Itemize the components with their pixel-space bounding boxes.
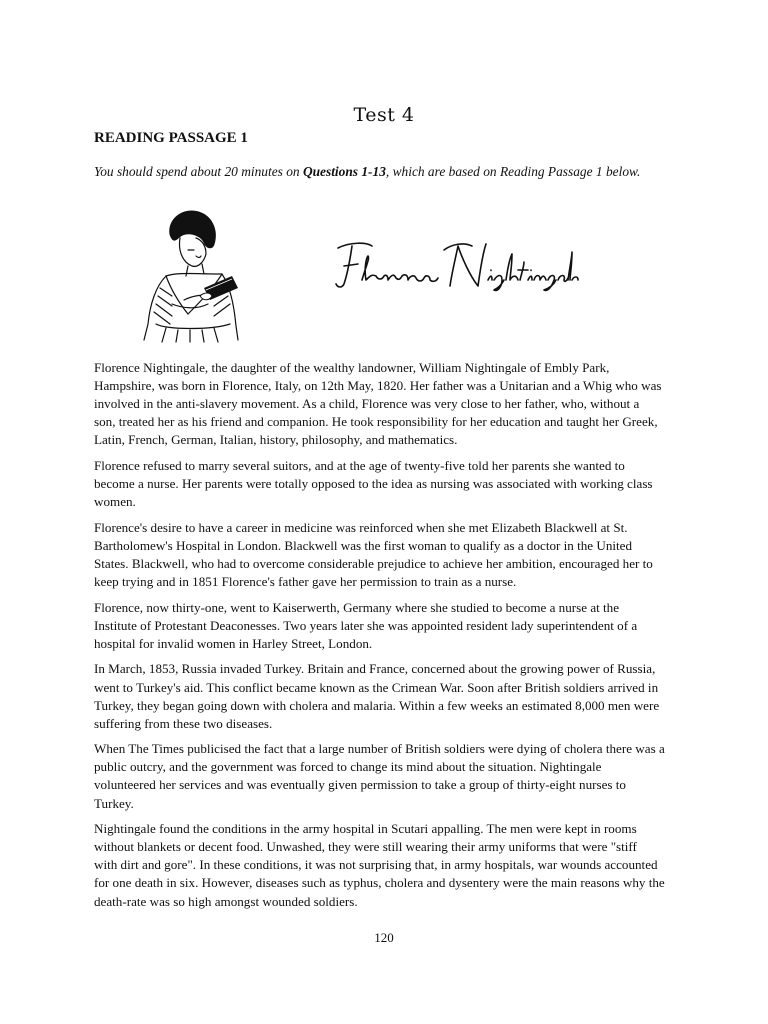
passage-line: Florence refused to marry several suitors, and at the age of twenty-five told her parents she wanted to [94,457,625,473]
passage-line: Florence's desire to have a career in medicine was reinforced when she met Elizabeth Blackwell at St. [94,519,628,535]
passage-line: In March, 1853, Russia invaded Turkey. Britain and France, concerned about the growing power of Russia, [94,661,656,677]
passage-line: public outcry, and the government was forced to change its mind about the situation. Nightingale [94,759,602,775]
passage-line: involved in the anti-slavery movement. As a child, Florence was very close to her father, who, without a [94,396,640,412]
passage-paragraph [94,740,688,812]
passage-line: Florence Nightingale, the daughter of the wealthy landowner, William Nightingale of Embly Park, [94,360,610,375]
instructions-questions: Questions 1-13 [302,164,386,179]
passage-line: hospital for invalid women in Harley Street, London. [94,635,373,651]
passage-paragraph [94,820,688,910]
instructions [94,164,694,180]
passage-line: Florence, now thirty-one, went to Kaiserwerth, Germany where she studied to become a nurse at the [94,599,620,615]
passage-line: volunteered her services and was eventually given permission to take a group of thirty-eight nurses to [94,777,626,793]
passage-paragraph [94,519,688,591]
passage-line: went to Turkey's aid. This conflict became known as the Crimean War. Soon after British soldiers arrived in [94,679,659,695]
passage-line: Hampshire, was born in Florence, Italy, on 12th May, 1820. Her father was a Unitarian and a Whig who was [94,378,662,394]
passage-line: Nightingale found the conditions in the army hospital in Scutari appalling. The men were kept in rooms [94,821,637,837]
instructions-prefix: You should spend about 20 minutes on [94,164,303,179]
reading-passage [94,359,688,918]
passage-paragraph [94,359,688,449]
passage-line: women. [94,494,136,510]
passage-paragraph [94,457,688,511]
passage-line: son, treated her as his friend and companion. He took responsibility for her education and taught her Greek, [94,414,658,430]
passage-line: Bartholomew's Hospital in London. Blackwell was the first woman to qualify as a doctor in the United [94,537,633,553]
passage-line: death-rate was so high amongst wounded soldiers. [94,893,358,909]
passage-line: Institute of Protestant Deaconesses. Two years later she was appointed resident lady superintendent of a [94,617,638,633]
page-number: 120 [374,930,394,945]
passage-line: for one death in six. However, diseases such as typhus, cholera and dysentery were the main reasons why the [94,875,665,891]
passage-line: Turkey, they began going down with cholera and malaria. Within a few weeks an estimated 8,000 men were [94,697,660,713]
passage-line: Latin, French, German, Italian, history, philosophy, and mathematics. [94,432,458,448]
passage-line: without blankets or decent food. Unwashed, they were still wearing their army uniforms that were "stiff [94,839,637,855]
passage-line: When The Times publicised the fact that a large number of British soldiers were dying of cholera there was a [94,741,665,757]
section-title: READING PASSAGE 1 [94,130,248,146]
passage-line: become a nurse. Her parents were totally opposed to the idea as nursing was associated with working class [94,476,653,492]
test-title: Test 4 [353,104,415,126]
passage-paragraph [94,660,688,732]
passage-line: keep trying and in 1851 Florence's father gave her permission to train as a nurse. [94,574,517,590]
passage-line: Turkey. [94,795,134,811]
passage-line: with dirt and gore". In these conditions, it was not surprising that, in army hospitals, war wounds accounted [94,857,658,873]
passage-line: States. Blackwell, who had to overcome considerable prejudice to achieve her ambition, encouraged her to [94,555,653,571]
passage-paragraph [94,599,688,653]
portrait-illustration [126,204,254,344]
passage-line: suffering from these two diseases. [94,715,273,731]
signature [332,236,580,292]
instructions-suffix: , which are based on Reading Passage 1 below. [385,164,641,179]
